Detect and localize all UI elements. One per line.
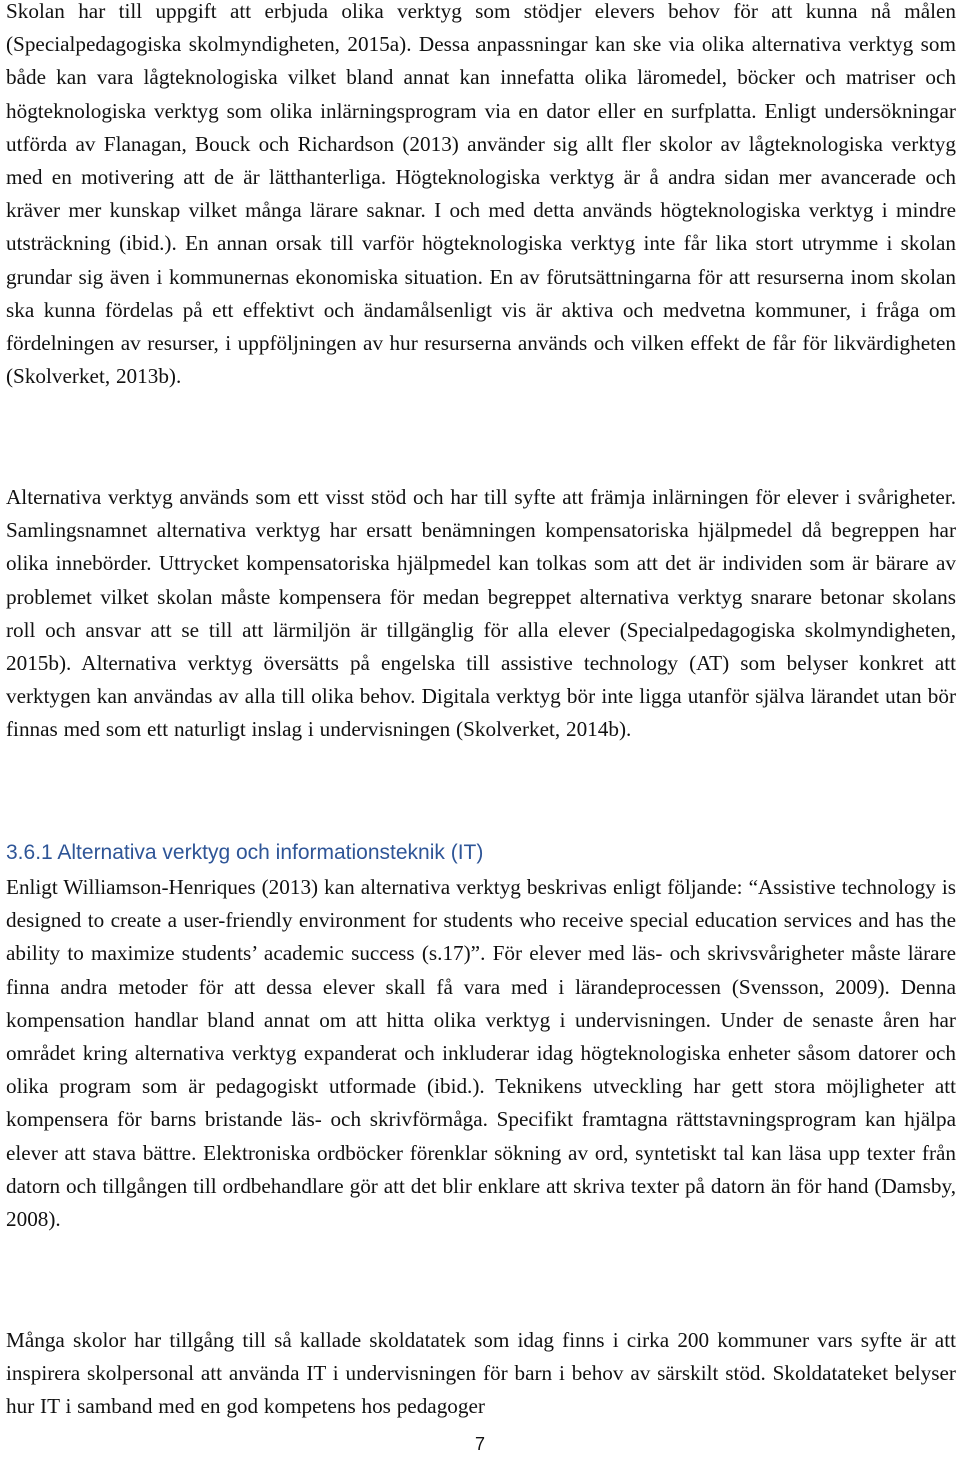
paragraph-1: Skolan har till uppgift att erbjuda olika verktyg som stödjer elevers behov för att kunna nå målen (Specialpedagogiska skolmyndigheten, 2015a). Dessa anpassningar kan ske via olika alternativa verktyg som både kan vara lågteknologiska vilket bland annat kan innefatta olika läromedel, böcker och matriser och högteknologiska verktyg som olika inlärningsprogram via en dator eller en surfplatta. Enligt undersökningar utförda av Flanagan, Bouck och Richardson (2013) använder sig allt fler skolor av lågteknologiska verktyg med en motivering att de är lätthanterliga. Högteknologiska verktyg är å andra sidan mer avancerade och kräver mer kunskap vilket många lärare saknar. I och med detta används högteknologiska verktyg i mindre utsträckning (ibid.). En annan orsak till varför högteknologiska verktyg inte får lika stort utrymme i skolan grundar sig även i kommunernas ekonomiska situation. En av förutsättningarna för att resurserna inom skolan ska kunna fördelas på ett effektivt och ändamålsenligt vis är aktiva och medvetna kommuner, i fråga om fördelningen av resurser, i uppföljningen av hur resurserna används och vilken effekt de får för likvärdigheten (Skolverket, 2013b). (6, 0, 956, 389)
page-number: 7 (474, 1434, 485, 1454)
section-heading: 3.6.1 Alternativa verktyg och informationsteknik (IT) (6, 841, 484, 864)
paragraph-2: Alternativa verktyg används som ett visst stöd och har till syfte att främja inlärningen för elever i svårigheter. Samlingsnamnet alternativa verktyg har ersatt benämningen kompensatoriska hjälpmedel då begreppen har olika innebörder. Uttrycket kompensatoriska hjälpmedel kan tolkas som att det är individen som är bärare av problemet vilket skolan måste kompensera för medan begreppet alternativa verktyg snarare betonar skolans roll och ansvar att se till att lärmiljön är tillgänglig för alla elever (Specialpedagogiska skolmyndigheten, 2015b). Alternativa verktyg översätts på engelska till assistive technology (AT) som belyser konkret att verktygen kan användas av alla till olika behov. Digitala verktyg bör inte ligga utanför själva lärandet utan bör finnas med som ett naturligt inslag i undervisningen (Skolverket, 2014b). (6, 485, 956, 742)
paragraph-3: Enligt Williamson-Henriques (2013) kan alternativa verktyg beskrivas enligt följande: “Assistive technology is designed to create a user-friendly environment for students who receive special education services and has the ability to maximize students’ academic success (s.17)”. För elever med läs- och skrivsvårigheter måste lärare finna andra metoder för att dessa elever skall få vara med i lärandeprocessen (Svensson, 2009). Denna kompensation handlar bland annat om att hitta olika verktyg i undervisningen. Under de senaste åren har området kring alternativa verktyg expanderat och inkluderar idag högteknologiska enheter såsom datorer och olika program som är pedagogiskt utformade (ibid.). Teknikens utveckling har gett stora möjligheter att kompensera för barns bristande läs- och skrivförmåga. Specifikt framtagna rättstavningsprogram kan hjälpa elever att stava bättre. Elektroniska ordböcker förenklar sökning av ord, syntetiskt tal kan läsa upp texter från datorn och tillgången till ordbehandlare gör att det blir enklare att skriva texter på datorn än för hand (Damsby, 2008). (6, 875, 956, 1232)
paragraph-4: Många skolor har tillgång till så kallade skoldatatek som idag finns i cirka 200 kommuner vars syfte är att inspirera skolpersonal att använda IT i undervisningen för barn i behov av särskilt stöd. Skoldatateket belyser hur IT i samband med en god kompetens hos pedagoger (6, 1328, 956, 1419)
